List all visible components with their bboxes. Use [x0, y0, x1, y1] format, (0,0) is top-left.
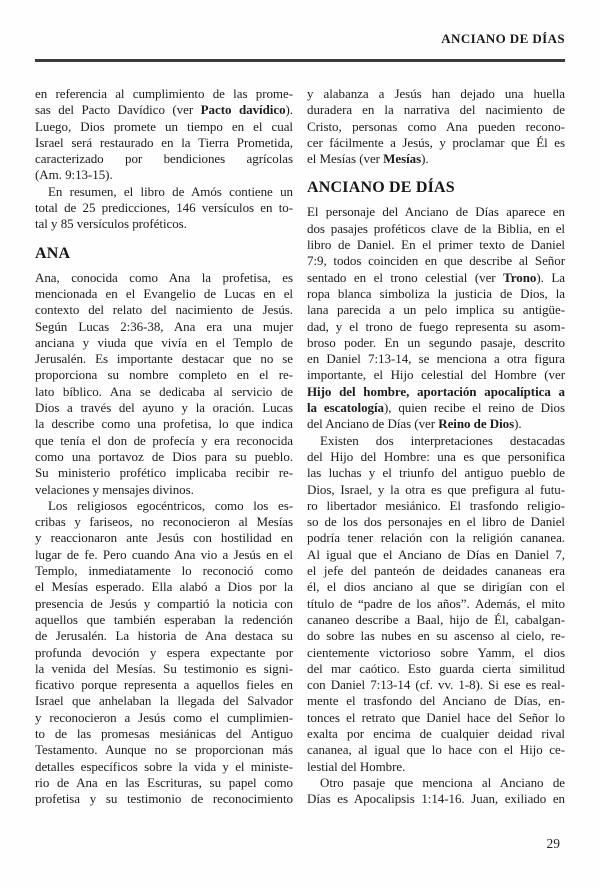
- text-line: Israel será restaurado en la Tierra Prometida,: [35, 134, 293, 150]
- text-line: Templo, inmediatamente lo reconoció como: [35, 563, 293, 579]
- text-line: proporciona su nombre completo en el re-: [35, 367, 293, 383]
- text-line: Según Lucas 2:36-38, Ana era una mujer: [35, 318, 293, 334]
- text-line: del Hijo del Hombre: una es que personifica: [307, 448, 565, 464]
- text-line: como una portavoz de Dios para su pueblo.: [35, 448, 293, 464]
- text-line: Al igual que el Anciano de Días en Daniel 7,: [307, 546, 565, 562]
- text-line: lestial del Hombre.: [307, 758, 406, 774]
- text-line: la escatología), quien recibe el reino de Dios: [307, 400, 565, 416]
- text-line: cientemente victorioso sobre Yamm, el dios: [307, 644, 565, 660]
- text-line: el jefe del panteón de deidades cananeas era: [307, 563, 565, 579]
- section-heading: ANA: [35, 244, 71, 262]
- text-line: En resumen, el libro de Amós contiene un: [48, 183, 293, 199]
- text-line: lugar de fe. Pero cuando Ana vio a Jesús en el: [35, 546, 293, 562]
- text-line: en referencia al cumplimiento de las prome-: [35, 86, 293, 101]
- text-line: (Am. 9:13-15).: [35, 167, 113, 183]
- paragraph: [35, 184, 293, 233]
- text-line: detalles específicos sobre la vida y el ministe-: [35, 758, 293, 774]
- text-line: duradera en la narrativa del nacimiento de: [307, 102, 565, 118]
- text-line: total de 25 predicciones, 146 versículos en to-: [35, 200, 293, 216]
- section-heading: ANCIANO DE DÍAS: [307, 179, 455, 197]
- text-line: Días es Apocalipsis 1:14-16. Juan, exiliado en: [307, 791, 565, 807]
- text-line: cananeo describe a Baal, hijo de Él, cabalgan-: [307, 611, 565, 627]
- text-line: ropa blanca simboliza la justicia de Dios, la: [307, 285, 565, 301]
- text-line: dos pasajes proféticos clave de la Biblia, en el: [307, 220, 565, 236]
- text-line: Los religiosos egocéntricos, como los es-: [48, 497, 293, 513]
- text-line: las luchas y el triunfo del antiguo pueblo de: [307, 465, 565, 481]
- text-columns: [35, 86, 565, 807]
- text-line: Hijo del hombre, aportación apocalíptica a: [307, 383, 565, 399]
- text-line: tonces el retrato que Daniel hace del Señor lo: [307, 709, 565, 725]
- text-line: en Daniel 7:13-14, se menciona a otra figura: [307, 351, 565, 367]
- text-line: cananea, al igual que lo hace con el Hijo ce-: [307, 742, 565, 758]
- paragraph: [35, 86, 293, 184]
- text-line: del Anciano de Días (ver Reino de Dios).: [307, 416, 522, 432]
- text-line: el Mesías (ver Mesías).: [307, 151, 429, 167]
- text-line: Otro pasaje que menciona al Anciano de: [320, 774, 565, 790]
- text-line: to de las promesas mesiánicas del Antiguo: [35, 725, 293, 741]
- header-rule: [35, 59, 565, 62]
- text-line: del mar caótico. Esto guarda cierta similitud: [307, 660, 565, 676]
- text-line: Dios, Israel, y la otra es que prefigura al futu-: [307, 481, 565, 497]
- text-line: rio de Ana en las Escrituras, su papel como: [35, 774, 293, 790]
- text-line: so de los dos personajes en el libro de Daniel: [307, 514, 565, 530]
- text-line: mencionada en el Evangelio de Lucas en el: [35, 285, 293, 301]
- paragraph: [35, 498, 293, 808]
- paragraph: [307, 775, 565, 808]
- text-line: velaciones y mensajes divinos.: [35, 481, 194, 497]
- text-line: Su ministerio profético implicaba recibir re-: [35, 465, 293, 481]
- text-line: lana parecida a un pelo implica su antigüe-: [307, 302, 565, 318]
- text-line: título de “padre de los años”. Además, el mito: [307, 595, 565, 611]
- text-line: importante, el Hijo celestial del Hombre (ver: [307, 367, 565, 383]
- paragraph: [35, 270, 293, 498]
- text-line: tal y 85 versículos proféticos.: [35, 216, 187, 232]
- text-line: el Mesías esperado. Ella alabó a Dios por la: [35, 579, 293, 595]
- text-line: 7:9, todos coinciden en que describe al Señor: [307, 253, 565, 269]
- text-line: ro libertador mesiánico. El trasfondo religio-: [307, 497, 565, 513]
- right-column: [307, 86, 565, 807]
- text-line: lato bíblico. Ana se dedicaba al servicio de: [35, 383, 293, 399]
- text-line: profetisa y su testimonio de reconocimiento: [35, 791, 293, 807]
- text-line: sentado en el trono celestial (ver Trono). La: [307, 269, 565, 285]
- paragraph: [307, 433, 565, 775]
- text-line: con Daniel 7:13-14 (cf. vv. 1-8). Si ese es real-: [307, 677, 565, 693]
- text-line: aquellos que también esperaban la redención: [35, 611, 293, 627]
- text-line: que tenía el don de profecía y era reconocida: [35, 432, 293, 448]
- text-line: Testamento. Aunque no se proporcionan más: [35, 742, 293, 758]
- text-line: y alabanza a Jesús han dejado una huella: [307, 86, 565, 101]
- running-header-title: ANCIANO DE DÍAS: [441, 31, 565, 46]
- page-number: 29: [546, 836, 560, 851]
- text-line: mente el trasfondo del Anciano de Días, en-: [307, 693, 565, 709]
- text-line: presencia de Jesús y compartió la noticia con: [35, 595, 293, 611]
- text-line: dad, y el trono de fuego representa su asom-: [307, 318, 565, 334]
- text-line: Jerusalén. Es importante destacar que no se: [35, 351, 293, 367]
- text-line: caracterizado por bendiciones agrícolas: [35, 151, 293, 167]
- text-line: la venida del Mesías. Su testimonio es signi-: [35, 660, 293, 676]
- text-line: anciana y viuda que vivía en el Templo de: [35, 334, 293, 350]
- text-line: Existen dos interpretaciones destacadas: [320, 432, 565, 448]
- text-line: contexto del relato del nacimiento de Jesús.: [35, 302, 293, 318]
- text-line: Cristo, personas como Ana pueden recono-: [307, 118, 565, 134]
- text-line: la describe como una profetisa, lo que indica: [35, 416, 293, 432]
- text-line: cer fácilmente a Jesús, y proclamar que Él es: [307, 134, 565, 150]
- text-line: podría tener relación con la religión cananea.: [307, 530, 565, 546]
- text-line: de Jerusalén. La historia de Ana destaca su: [35, 628, 293, 644]
- text-line: profunda devoción y espera expectante por: [35, 644, 293, 660]
- text-line: Luego, Dios promete un tiempo en el cual: [35, 118, 293, 134]
- paragraph: [307, 86, 565, 167]
- text-line: Israel que anhelaban la llegada del Salvador: [35, 693, 293, 709]
- text-line: do sobre las nubes en su ascenso al cielo, re-: [307, 628, 565, 644]
- text-line: y reaccionaron ante Jesús con hostilidad en: [35, 530, 293, 546]
- left-column: [35, 86, 293, 807]
- text-line: cribas y fariseos, no reconocieron al Mesías: [35, 514, 293, 530]
- text-line: y reconocieron a Jesús como el cumplimien-: [35, 709, 293, 725]
- text-line: Ana, conocida como Ana la profetisa, es: [35, 269, 293, 285]
- text-line: broso poder. En un segundo pasaje, descrito: [307, 334, 565, 350]
- text-line: exalta por encima de cualquier deidad rival: [307, 725, 565, 741]
- text-line: El personaje del Anciano de Días aparece en: [307, 204, 565, 220]
- paragraph: [307, 204, 565, 432]
- text-line: él, el dios anciano al que se dirigían con el: [307, 579, 565, 595]
- text-line: sas del Pacto Davídico (ver Pacto davídico).: [35, 102, 293, 118]
- text-line: libro de Daniel. En el primer texto de Daniel: [307, 237, 565, 253]
- text-line: ficativo porque representa a aquellos fieles en: [35, 677, 293, 693]
- text-line: Dios a través del ayuno y la oración. Lucas: [35, 400, 293, 416]
